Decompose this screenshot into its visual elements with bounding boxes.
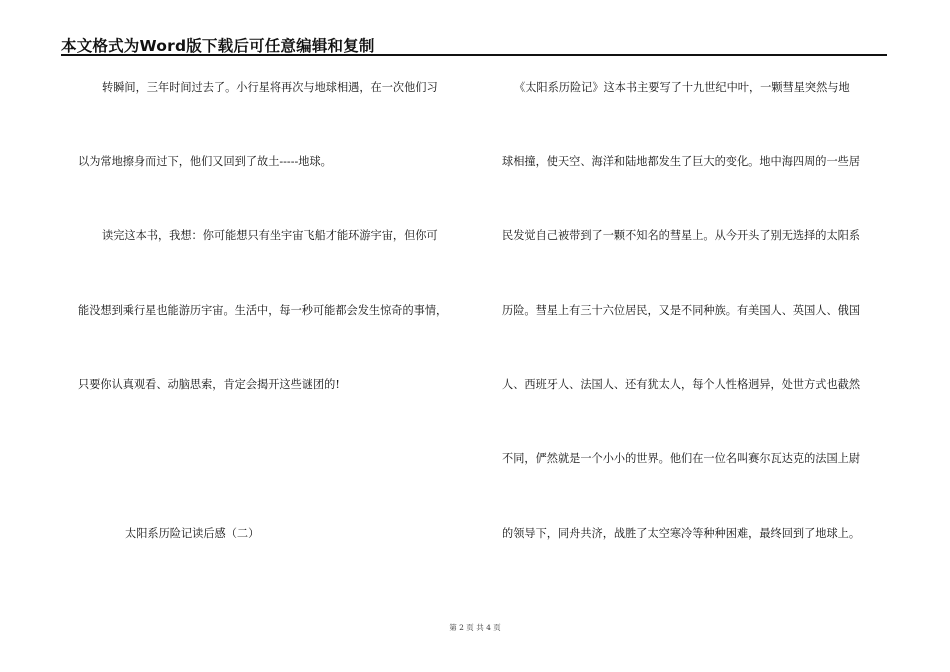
paragraph-line: 读完这本书，我想：你可能想只有坐宇宙飞船才能环游宇宙，但你可 [102, 229, 438, 242]
paragraph-line: 的领导下，同舟共济，战胜了太空寒冷等种种困难，最终回到了地球上。 [502, 527, 861, 540]
page-number: 第 2 页 共 4 页 [449, 623, 501, 632]
paragraph-line: 转瞬间，三年时间过去了。小行星将再次与地球相遇，在一次他们习 [102, 81, 438, 94]
paragraph-line: 不同，俨然就是一个小小的世界。他们在一位名叫赛尔瓦达克的法国上尉 [502, 452, 861, 465]
paragraph-line: 能没想到乘行星也能游历宇宙。生活中，每一秒可能都会发生惊奇的事情， [78, 304, 448, 317]
paragraph-line: 民发觉自己被带到了一颗不知名的彗星上。从今开头了别无选择的太阳系 [502, 229, 861, 242]
paragraph-line: 以为常地擦身而过下，他们又回到了故土-----地球。 [78, 155, 332, 168]
paragraph-line: 《太阳系历险记》这本书主要写了十九世纪中叶，一颗彗星突然与地 [514, 81, 850, 94]
paragraph-line: 球相撞，使天空、海洋和陆地都发生了巨大的变化。地中海四周的一些居 [502, 155, 861, 168]
document-header-title: 本文格式为Word版下载后可任意编辑和复制 [61, 37, 375, 55]
paragraph-line: 人、西班牙人、法国人、还有犹太人，每个人性格迥异，处世方式也截然 [502, 378, 861, 391]
paragraph-line: 只要你认真观看、动脑思索，肯定会揭开这些谜团的! [78, 378, 340, 391]
section-heading: 太阳系历险记读后感（二） [125, 527, 260, 540]
paragraph-line: 历险。彗星上有三十六位居民，又是不同种族。有美国人、英国人、俄国 [502, 304, 861, 317]
header-divider [61, 54, 887, 56]
